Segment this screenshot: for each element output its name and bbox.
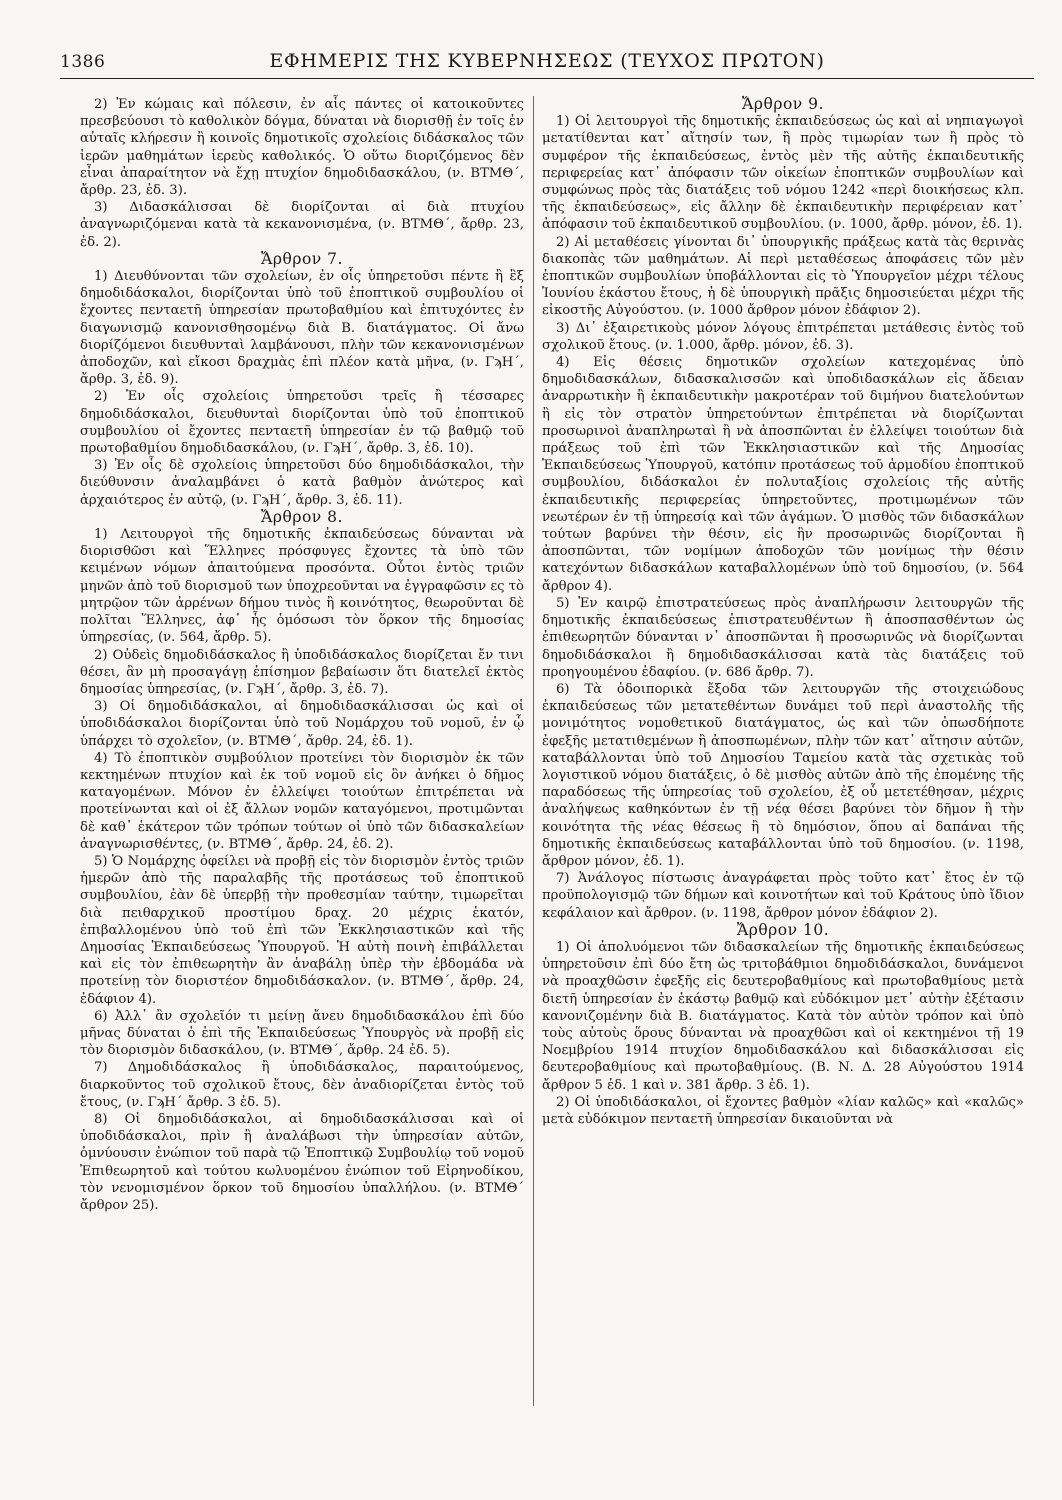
paragraph: 1) Διευθύνονται τῶν σχολείων, ἐν οἷς ὑπηρετοῦσι πέντε ἢ ἓξ δημοδιδάσκαλοι, διορίζονται ὑπὸ τοῦ ἐποπτικοῦ συμβουλίου οἱ ἔχοντες πενταετῆ ὑπηρεσίαν πρωτοβαθμίου καὶ ἐπιτυχόντες ἐν διαγωνισμῷ κανονισθησομένῳ διὰ Β. διατάγματος. Οἱ ἄνω διορίζόμενοι διευθυνταὶ λαμβάνουσι, πλὴν τῶν κεκανονισμένων ἀποδοχῶν, καὶ εἴκοσι δραχμὰς ἐπὶ πλέον κατὰ μῆνα, (ν. ΓϡΗ΄, ἄρθρ. 3, ἐδ. 9).: [80, 269, 524, 388]
article-10-heading: Ἄρθρον 10.: [736, 920, 830, 939]
paragraph: 5) Ὁ Νομάρχης ὀφείλει νὰ προβῇ εἰς τὸν διορισμὸν ἐντὸς τριῶν ἡμερῶν ἀπὸ τῆς παραλαβῆς τῆς προτάσεως τοῦ ἐποπτικοῦ συμβουλίου, ἐὰν δὲ ὑπερβῇ τὴν προθεσμίαν ταύτην, τιμωρεῖται διὰ πειθαρχικοῦ προστίμου δραχ. 20 μέχρις ἑκατόν, ἐπιβαλλομένου ὑπὸ τοῦ ἐπὶ τῶν Ἐκκλησιαστικῶν καὶ τῆς Δημοσίας Ἐκπαιδεύσεως Ὑπουργοῦ. Ἡ αὐτὴ ποινὴ ἐπιβάλλεται καὶ εἰς τὸν ἐπιθεωρητὴν ἂν ἀναβάλῃ ὑπὲρ τὴν ἑβδομάδα νὰ προτείνῃ τὸν διοριστέον δημοδιδάσκαλον. (ν. ΒΤΜΘ΄, ἄρθρ. 24, ἐδάφιον 4).: [80, 853, 524, 1007]
page-number: 1386: [60, 52, 106, 72]
column-divider: [533, 96, 534, 1406]
paragraph: 2) Οἱ ὑποδιδάσκαλοι, οἱ ἔχοντες βαθμὸν «λίαν καλῶς» καὶ «καλῶς» μετὰ εὐδόκιμον πενταετῆ ὑπηρεσίαν δικαιοῦνται νὰ: [542, 1094, 1024, 1127]
paragraph: 3) Δι᾽ ἐξαιρετικοὺς μόνον λόγους ἐπιτρέπεται μετάθεσις ἐντὸς τοῦ σχολικοῦ ἔτους. (ν. 1.000, ἄρθρ. μόνον, ἐδ. 3).: [542, 320, 1024, 353]
paragraph: 4) Τὸ ἐποπτικὸν συμβούλιον προτείνει τὸν διορισμὸν ἐκ τῶν κεκτημένων πτυχίον καὶ ἐκ τοῦ νομοῦ εἰς ὃν ἀνήκει ὁ δῆμος καταγομένων. Μόνον ἐν ἐλλείψει τοιούτων ἐπιτρέπεται νὰ προτείνωνται καὶ οἱ ἐξ ἄλλων νομῶν καταγόμενοι, προτιμῶνται δὲ καθ᾽ ἑκάτερον τῶν τρόπων τούτων οἱ ὑπὸ τῶν διδασκαλείων ἀναγνωρισθέντες, (ν. ΒΤΜΘ΄, ἄρθρ. 24, ἐδ. 2).: [80, 750, 524, 852]
paragraph: 2) Ἐν οἷς σχολείοις ὑπηρετοῦσι τρεῖς ἢ τέσσαρες δημοδιδάσκαλοι, διευθυνταὶ διορίζονται ὑπὸ τοῦ ἐποπτικοῦ συμβουλίου οἱ ἔχοντες πενταετῆ ὑπηρεσίαν ἐν τῷ βαθμῷ τοῦ πρωτοβαθμίου δημοδιδασκάλου, (ν. ΓϡΗ΄, ἄρθρ. 3, ἐδ. 10).: [80, 389, 524, 457]
paragraph: 4) Εἰς θέσεις δημοτικῶν σχολείων κατεχομένας ὑπὸ δημοδιδασκάλων, διδασκαλισσῶν καὶ ὑποδιδασκάλων εἰς ἄδειαν ἀναρρωτικὴν ἢ ἐκπαιδευτικὴν μακροτέραν τοῦ διμήνου διατελούντων ἢ εἰς τὸν στρατὸν ὑπηρετούντων ἐπιτρέπεται νὰ διορίζωνται προσωρινοὶ ἀναπληρωταὶ ἢ νὰ ἀποσπῶνται ἐν ἐλλείψει τοιούτων διὰ πράξεως τοῦ ἐπὶ τῶν Ἐκκλησιαστικῶν καὶ τῆς Δημοσίας Ἐκπαιδεύσεως Ὑπουργοῦ, κατόπιν προτάσεως τοῦ ἁρμοδίου ἐποπτικοῦ συμβουλίου, διδάσκαλοι ἐν πολυταξίοις σχολείοις τῆς αὐτῆς ἐκπαιδευτικῆς περιφερείας ὑπηρετοῦντες, προτιμωμένων τῶν νεωτέρων ἐν τῇ ὑπηρεσίᾳ καὶ τῶν ἀγάμων. Ὁ μισθὸς τῶν διδασκάλων τούτων βαρύνει τὴν θέσιν, εἰς ἣν προσωρινῶς διορίζονται ἢ ἀποσπῶνται, τῶν νομίμων ἀποδοχῶν τῶν μονίμως τὴν θέσιν κατεχόντων διδασκάλων καταβαλλομένων ὑπὸ τοῦ δημοσίου, (ν. 564 ἄρθρον 4).: [542, 355, 1024, 594]
paragraph: 8) Οἱ δημοδιδάσκαλοι, αἱ δημοδιδασκάλισσαι καὶ οἱ ὑποδιδάσκαλοι, πρὶν ἢ ἀναλάβωσι τὴν ὑπηρεσίαν αὐτῶν, ὀμνύουσιν ἐνώπιον τοῦ παρὰ τῷ Ἐποπτικῷ Συμβουλίῳ τοῦ νομοῦ Ἐπιθεωρητοῦ καὶ τούτου κωλυομένου ἐνώπιον τοῦ Εἰρηνοδίκου, τὸν νενομισμένον ὅρκον τοῦ δημοσίου ὑπαλλήλου. (ν. ΒΤΜΘ΄ ἄρθρον 25).: [80, 1111, 524, 1213]
paragraph: 6) Τὰ ὁδοιπορικὰ ἔξοδα τῶν λειτουργῶν τῆς στοιχειώδους ἐκπαιδεύσεως τῶν μετατεθέντων δυνάμει τοῦ περὶ ἀναστολῆς τῆς μονιμότητος νομοθετικοῦ διατάγματος, ὡς καὶ τῶν ὁπωσδήποτε ἐφεξῆς μετατιθεμένων ἢ ἀποσπωμένων, πλὴν τῶν κατ᾽ αἴτησιν αὐτῶν, καταβάλλονται ὑπὸ τοῦ Δημοσίου Ταμείου κατὰ τὰς σχετικὰς τοῦ λογιστικοῦ νόμου διατάξεις, ὁ δὲ μισθὸς αὐτῶν ἀπὸ τῆς ἐπομένης τῆς παραδόσεως τῆς ὑπηρεσίας τοῦ σχολείου, ἐξ οὗ μετετέθησαν, μέχρις ἀναλήψεως καθηκόντων ἐν τῇ νέᾳ θέσει βαρύνει τὸν δῆμον ἢ τὴν κοινότητα τῆς νέας θέσεως ἢ τὸ δημόσιον, ὅπου αἱ δαπάναι τῆς δημοτικῆς ἐκπαιδεύσεως καταβάλλονται ὑπὸ τοῦ δημοσίου. (ν. 1198, ἄρθρον μόνον, ἐδ. 1).: [542, 681, 1024, 869]
paragraph: 1) Λειτουργοὶ τῆς δημοτικῆς ἐκπαιδεύσεως δύνανται νὰ διορισθῶσι καὶ Ἕλληνες πρόσφυγες ἔχοντες τὰ ὑπὸ τῶν κειμένων νόμων ἀπαιτούμενα προσόντα. Οὗτοι ἐντὸς τριῶν μηνῶν ἀπὸ τοῦ διορισμοῦ των ὑποχρεοῦνται να ἐγγραφῶσιν ες τὸ μητρῷον τῶν ἀρρένων δήμου τινὸς ἢ κοινότητος, θεωροῦνται δὲ πολῖται Ἕλληνες, ἀφ᾽ ἧς ὁμόσωσι τὸν ὅρκον τῆς δημοσίας ὑπηρεσίας, (ν. 564, ἄρθρ. 5).: [80, 527, 524, 646]
paragraph: 2) Ἐν κώμαις καὶ πόλεσιν, ἐν αἷς πάντες οἱ κατοικοῦντες πρεσβεύουσι τὸ καθολικὸν δόγμα, δύναται νὰ διορισθῇ ἐν τοῖς ἐν αὐταῖς κλήρεσιν ἢ κοινοῖς δημοτικοῖς σχολείοις διδάσκαλος τῶν ἱερῶν μαθημάτων ἱερεὺς καθολικός. Ὁ οὕτω διοριζόμενος δὲν εἶναι ἀπαραίτητον νὰ ἔχῃ πτυχίον δημοδιδασκάλου, (ν. ΒΤΜΘ΄, ἄρθρ. 23, ἐδ. 3).: [80, 97, 524, 199]
article-8-heading: Ἄρθρον 8.: [261, 507, 343, 526]
paragraph: 3) Διδασκάλισσαι δὲ διορίζονται αἱ διὰ πτυχίου ἀναγνωριζόμεναι κατὰ τὰ κεκανονισμένα, (ν. ΒΤΜΘ΄, ἄρθρ. 23, ἐδ. 2).: [80, 200, 524, 250]
right-column: [542, 96, 1024, 1128]
paragraph: 6) Ἀλλ᾽ ἂν σχολεῖόν τι μείνῃ ἄνευ δημοδιδασκάλου ἐπὶ δύο μῆνας δύναται ὁ ἐπὶ τῆς Ἐκπαιδεύσεως Ὑπουργὸς νὰ προβῇ εἰς τὸν διορισμὸν διδασκάλου, (ν. ΒΤΜΘ΄, ἄρθρ. 24 ἐδ. 5).: [80, 1008, 524, 1059]
article-9-heading: Ἄρθρον 9.: [742, 95, 824, 113]
article-7-heading: Ἄρθρον 7.: [261, 249, 343, 268]
paragraph: 5) Ἐν καιρῷ ἐπιστρατεύσεως πρὸς ἀναπλήρωσιν λειτουργῶν τῆς δημοτικῆς ἐκπαιδεύσεως ἐπιστρατευθέντων ἢ ἀποσπασθέντων ὡς ἐπιθεωρητῶν δύνανται ν᾽ ἀποσπῶνται ἢ προσωρινῶς νὰ διορίζωνται δημοδιδάσκαλοι ἢ δημοδιδασκάλισσαι κατὰ τὰς διατάξεις τοῦ προηγουμένου ἐδαφίου. (ν. 686 ἄρθρ. 7).: [542, 595, 1024, 680]
page-header: [60, 48, 1034, 79]
left-column: [80, 96, 524, 1214]
paragraph: 2) Αἱ μεταθέσεις γίνονται δι᾽ ὑπουργικῆς πράξεως κατὰ τὰς θερινὰς διακοπὰς τῶν μαθημάτων. Αἱ περὶ μεταθέσεως ἀποφάσεις τῶν μὲν ἐποπτικῶν συμβουλίων ὑποβάλλονται εἰς τὸ Ὑπουργεῖον μέχρι τέλους Ἰουνίου ἑκάστου ἔτους, ἡ δὲ ὑπουργικὴ πρᾶξις δημοσιεύεται μέχρι τῆς εἰκοστῆς Αὐγούστου. (ν. 1000 ἄρθρον μόνον ἐδάφιον 2).: [542, 234, 1024, 319]
paragraph: 1) Οἱ λειτουργοὶ τῆς δημοτικῆς ἐκπαιδεύσεως ὡς καὶ αἱ νηπιαγωγοὶ μετατίθενται κατ᾽ αἴτησίν των, ἢ πρὸς τιμωρίαν των ἢ πρὸς τὸ συμφέρον τῆς ἐκπαιδεύσεως, ἐντὸς μὲν τῆς αὐτῆς ἐκπαιδευτικῆς περιφερείας κατ᾽ ἀπόφασιν τῶν οἰκείων ἐποπτικῶν συμβουλίων καὶ συμφώνως πρὸς τὰς διατάξεις τοῦ νόμου 1242 «περὶ διοικήσεως κλπ. τῆς ἐκπαιδεύσεως», εἰς ἄλλην δὲ ἐκπαιδευτικὴν περιφέρειαν κατ᾽ ἀπόφασιν τοῦ ἐκπαιδευτικοῦ συμβουλίου. (ν. 1000, ἄρθρ. μόνον, ἐδ. 1).: [542, 114, 1024, 233]
paragraph: 3) Ἐν οἷς δὲ σχολείοις ὑπηρετοῦσι δύο δημοδιδάσκαλοι, τὴν διεύθυνσιν ἀναλαμβάνει ὁ κατὰ βαθμὸν ἀνώτερος καὶ ἀρχαιότερος ἐν αὐτῷ, (ν. ΓϡΗ΄, ἄρθρ. 3, ἐδ. 11).: [80, 458, 524, 508]
paragraph: 1) Οἱ ἀπολυόμενοι τῶν διδασκαλείων τῆς δημοτικῆς ἐκπαιδεύσεως ὑπηρετοῦσιν ἐπὶ δύο ἔτη ὡς τριτοβάθμιοι δημοδιδάσκαλοι, δυνάμενοι νὰ προαχθῶσιν ἐφεξῆς εἰς δευτεροβαθμίους καὶ πρωτοβαθμίους μετὰ διετῆ ὑπηρεσίαν ἐν ἑκάστῳ βαθμῷ καὶ εὐδόκιμον μετ᾽ αὐτὴν ἐξέτασιν κανονιζομένην διὰ Β. διατάγματος. Κατὰ τὸν αὐτὸν τρόπον καὶ ὑπὸ τοὺς αὐτοὺς ὅρους δύνανται νὰ προαχθῶσι καὶ οἱ κεκτημένοι τῇ 19 Νοεμβρίου 1914 πτυχίον δημοδιδασκάλου καὶ διδασκάλισσαι εἰς δευτεροβαθμίους καὶ πρωτοβαθμίους. (Β. Ν. Δ. 28 Αὐγούστου 1914 ἄρθρον 5 ἐδ. 1 καὶ ν. 381 ἄρθρ. 3 ἐδ. 1).: [542, 939, 1024, 1093]
paragraph: 2) Οὐδεὶς δημοδιδάσκαλος ἢ ὑποδιδάσκαλος διορίζεται ἔν τινι θέσει, ἂν μὴ προσαγάγῃ ἐπίσημον βεβαίωσιν ὅτι διατελεῖ ἐκτὸς δημοσίας ὑπηρεσίας, (ν. ΓϡΗ΄, ἄρθρ. 3, ἐδ. 7).: [80, 647, 524, 697]
running-head-title: ΕΦΗΜΕΡΙΣ ΤΗΣ ΚΥΒΕΡΝΗΣΕΩΣ (ΤΕΥΧΟΣ ΠΡΩΤΟΝ): [269, 50, 825, 72]
paragraph: 7) Ἀνάλογος πίστωσις ἀναγράφεται πρὸς τοῦτο κατ᾽ ἔτος ἐν τῷ προϋπολογισμῷ τῶν δήμων καὶ κοινοτήτων καὶ τοῦ Κράτους ὑπὸ ἴδιον κεφάλαιον καὶ ἄρθρον. (ν. 1198, ἄρθρον μόνον ἐδάφιον 2).: [542, 871, 1024, 921]
paragraph: 3) Οἱ δημοδιδάσκαλοι, αἱ δημοδιδασκάλισσαι ὡς καὶ οἱ ὑποδιδάσκαλοι διορίζονται ὑπὸ τοῦ Νομάρχου τοῦ νομοῦ, ἐν ᾧ ὑπάρχει τὸ σχολεῖον, (ν. ΒΤΜΘ΄, ἄρθρ. 24, ἐδ. 1).: [80, 699, 524, 749]
paragraph: 7) Δημοδιδάσκαλος ἢ ὑποδιδάσκαλος, παραιτούμενος, διαρκοῦντος τοῦ σχολικοῦ ἔτους, δὲν ἀναδιορίζεται ἐντὸς τοῦ ἔτους, (ν. ΓϡΗ΄ ἄρθρ. 3 ἐδ. 5).: [80, 1060, 524, 1110]
